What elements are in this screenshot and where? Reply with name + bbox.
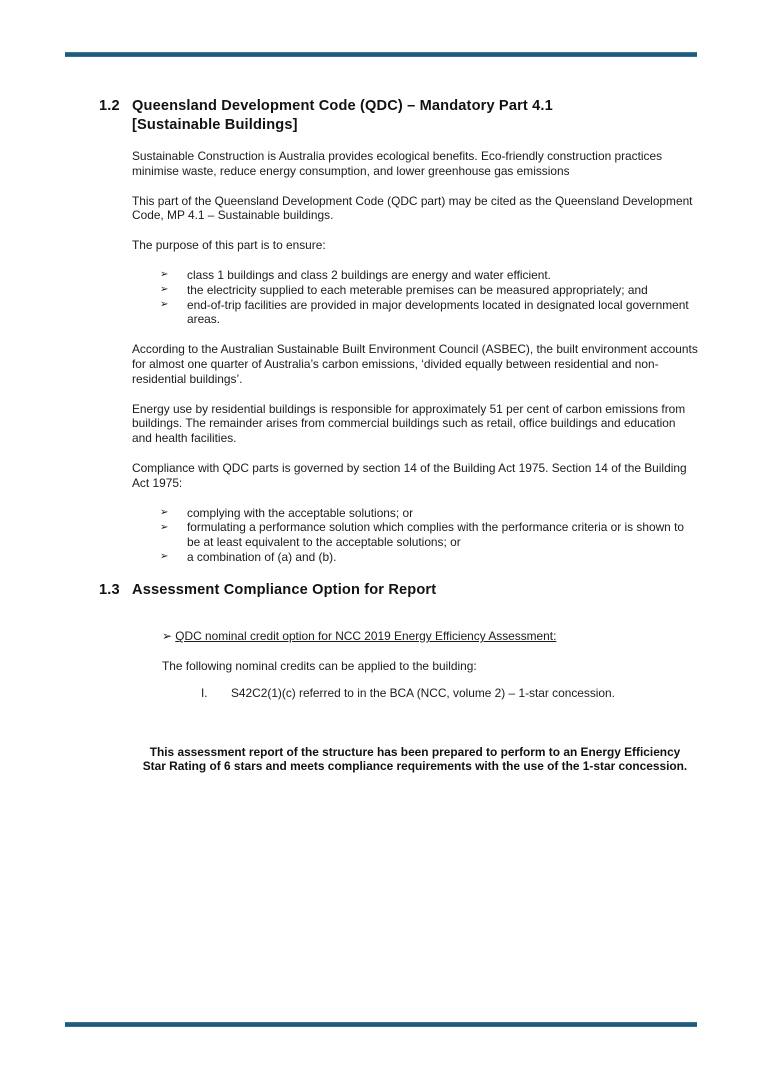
- list-item: [132, 550, 698, 565]
- section-number: 1.3: [99, 581, 120, 598]
- arrow-bullet-icon: ➢: [160, 299, 169, 311]
- list-item: [132, 520, 698, 550]
- section-1-3-body: [132, 629, 698, 700]
- list-item-text: formulating a performance solution which complies with the performance criteria or is shown to be at least equivalent to the acceptable solutions; or: [187, 520, 684, 550]
- assessment-statement-line-2: Star Rating of 6 stars and meets compliance requirements with the use of the 1-star concession.: [142, 759, 688, 774]
- list-item-text: end-of-trip facilities are provided in major developments located in designated local government areas.: [187, 297, 689, 327]
- compliance-list: [132, 506, 698, 565]
- page-content: [99, 97, 698, 774]
- list-item: [132, 506, 698, 521]
- arrow-bullet-icon: ➢: [162, 629, 172, 644]
- assessment-statement: [132, 745, 698, 775]
- list-item: [132, 298, 698, 328]
- qdc-option-label: QDC nominal credit option for NCC 2019 Energy Efficiency Assessment:: [175, 629, 557, 644]
- paragraph-asbec: According to the Australian Sustainable Built Environment Council (ASBEC), the built environment accounts for almost one quarter of Australia’s carbon emissions, ‘divided equally between residential and non-residential buildings’.: [132, 342, 698, 386]
- section-title: [132, 97, 553, 134]
- footer-rule: [65, 1022, 697, 1027]
- paragraph-energy-use: Energy use by residential buildings is responsible for approximately 51 per cent of carbon emissions from buildings. The remainder arises from commercial buildings such as retail, office buildings and education and health facilities.: [132, 401, 686, 446]
- list-item-text: a combination of (a) and (b).: [187, 549, 337, 564]
- list-item-text: the electricity supplied to each meterable premises can be measured appropriately; and: [187, 282, 648, 297]
- list-item-text: class 1 buildings and class 2 buildings are energy and water efficient.: [187, 267, 551, 282]
- section-1-3-heading: [99, 581, 698, 600]
- credit-text: S42C2(1)(c) referred to in the BCA (NCC, volume 2) – 1-star concession.: [231, 685, 615, 700]
- arrow-bullet-icon: ➢: [160, 284, 169, 296]
- list-item-text: complying with the acceptable solutions; or: [187, 505, 414, 520]
- paragraph-compliance-lead: Compliance with QDC parts is governed by section 14 of the Building Act 1975. Section 14 of the Building Act 1975:: [132, 460, 687, 490]
- arrow-bullet-icon: ➢: [160, 507, 169, 519]
- paragraph-sustainable-construction: Sustainable Construction is Australia provides ecological benefits. Eco-friendly construction practices minimise waste, reduce energy consumption, and lower greenhouse gas emissions: [132, 149, 663, 178]
- header-rule: [65, 52, 697, 57]
- credit-item: [132, 686, 698, 701]
- purpose-list: [132, 268, 698, 327]
- section-1-2-heading: [99, 97, 698, 134]
- arrow-bullet-icon: ➢: [160, 551, 169, 563]
- assessment-statement-line-1: This assessment report of the structure has been prepared to perform to an Energy Efficiency: [149, 744, 681, 759]
- list-item: [132, 283, 698, 298]
- section-number: 1.2: [99, 98, 120, 114]
- section-1-2-body: [132, 149, 698, 565]
- paragraph-qdc-citation: This part of the Queensland Development Code (QDC part) may be cited as the Queensland Development Code, MP 4.1 – Sustainable buildings.: [132, 193, 693, 223]
- credits-lead: The following nominal credits can be applied to the building:: [162, 659, 477, 674]
- list-item: [132, 268, 698, 283]
- section-title-line-1: Queensland Development Code (QDC) – Mandatory Part 4.1: [132, 98, 553, 114]
- section-title: Assessment Compliance Option for Report: [132, 581, 437, 598]
- arrow-bullet-icon: ➢: [160, 269, 169, 281]
- qdc-option-item: [132, 629, 698, 644]
- paragraph-purpose-lead: The purpose of this part is to ensure:: [132, 238, 326, 253]
- section-title-line-2: [Sustainable Buildings]: [132, 116, 298, 133]
- credit-numeral: I.: [201, 685, 208, 700]
- arrow-bullet-icon: ➢: [160, 521, 169, 533]
